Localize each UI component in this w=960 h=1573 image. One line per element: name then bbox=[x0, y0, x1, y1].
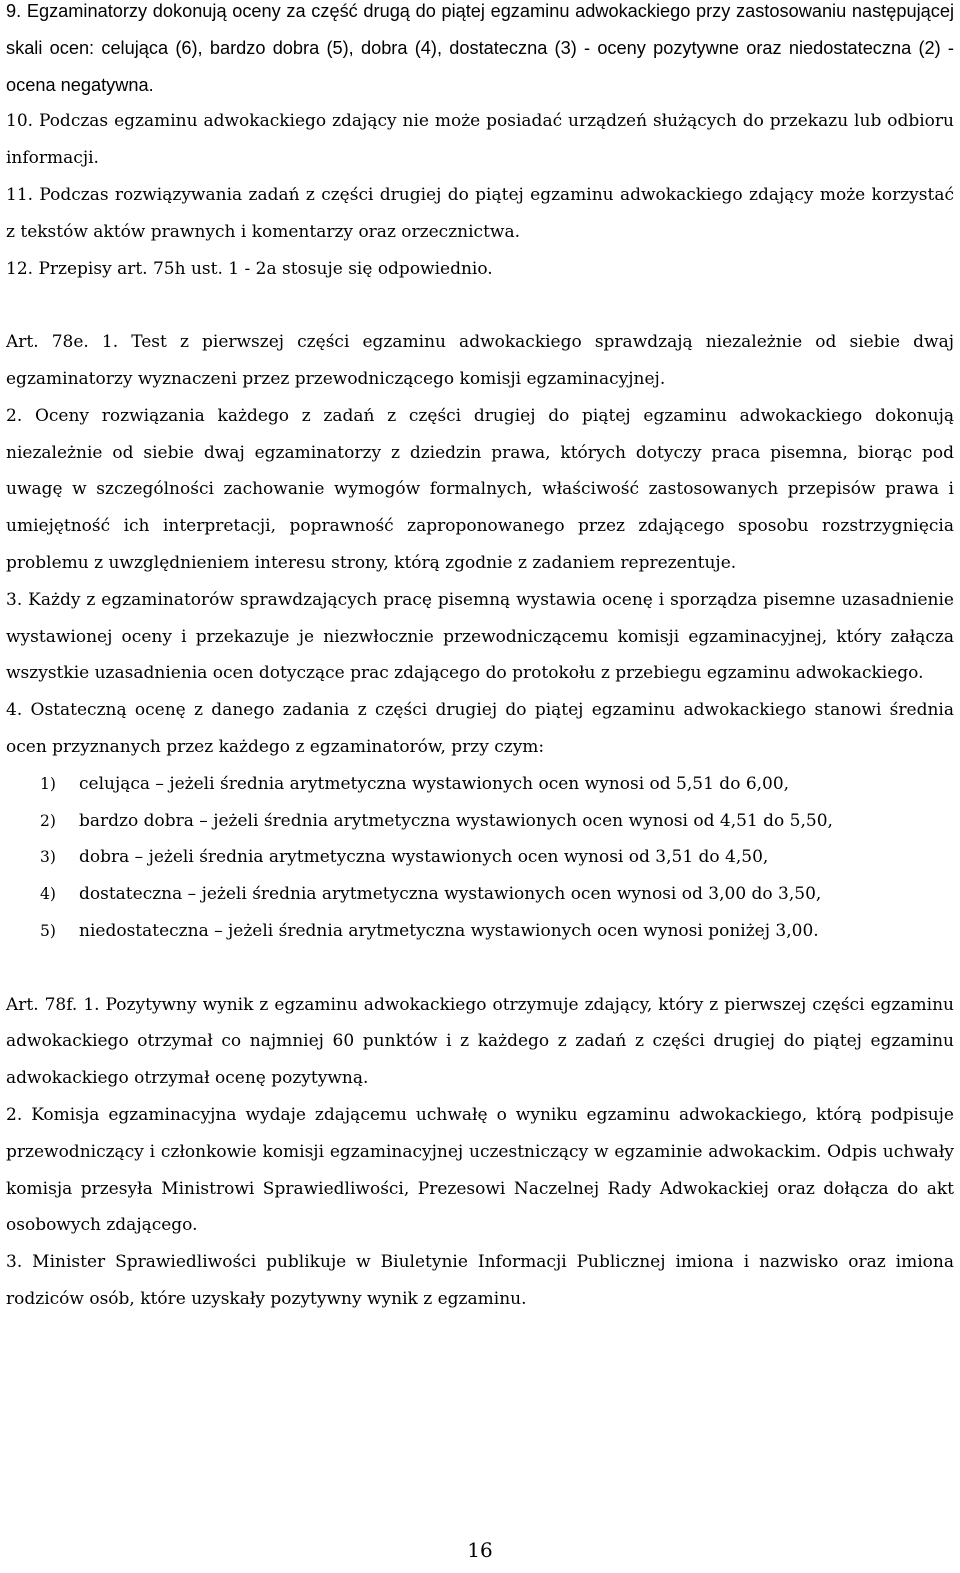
list-number: 5) bbox=[40, 921, 56, 940]
page-number: 16 bbox=[467, 1538, 493, 1562]
art-78e-paragraph-1: Art. 78e. 1. Test z pierwszej części egzaminu adwokackiego sprawdzają niezależnie od siebie dwaj egzaminatorzy wyznaczeni przez przewodniczącego komisji egzaminacyjnej. bbox=[6, 332, 954, 389]
list-number: 2) bbox=[40, 811, 56, 830]
paragraph-12: 12. Przepisy art. 75h ust. 1 - 2a stosuje się odpowiednio. bbox=[6, 258, 493, 279]
list-number: 4) bbox=[40, 885, 56, 904]
art-78e-paragraph-3: 3. Każdy z egzaminatorów sprawdzających pracę pisemną wystawia ocenę i sporządza pisemne uzasadnienie wystawionej oceny i przekazuje je niezwłocznie przewodniczącemu komisji egzaminacyjnej, który załącza wszystkie uzasadnienia ocen dotyczące prac zdającego do protokołu z przebiegu egzaminu adwokackiego. bbox=[6, 589, 954, 684]
paragraph-11: 11. Podczas rozwiązywania zadań z części drugiej do piątej egzaminu adwokackiego zdający może korzystać z tekstów aktów prawnych i komentarzy oraz orzecznictwa. bbox=[6, 184, 954, 242]
list-text: bardzo dobra – jeżeli średnia arytmetyczna wystawionych ocen wynosi od 4,51 do 5,50, bbox=[79, 810, 833, 831]
art-78e-paragraph-4: 4. Ostateczną ocenę z danego zadania z części drugiej do piątej egzaminu adwokackiego stanowi średnia ocen przyznanych przez każdego z egzaminatorów, przy czym: bbox=[6, 700, 954, 757]
art-78e-paragraph-2: 2. Oceny rozwiązania każdego z zadań z części drugiej do piątej egzaminu adwokackiego dokonują niezależnie od siebie dwaj egzaminatorzy z dziedzin prawa, których dotyczy praca pisemna, biorąc pod uwagę w szczególności zachowanie wymogów formalnych, właściwość zastosowanych przepisów prawa i umiejętność ich interpretacji, poprawność zaproponowanego przez zdającego sposobu rozstrzygnięcia problemu z uwzględnieniem interesu strony, którą zgodnie z zadaniem reprezentuje. bbox=[6, 405, 954, 573]
list-text: dobra – jeżeli średnia arytmetyczna wystawionych ocen wynosi od 3,51 do 4,50, bbox=[79, 847, 769, 868]
art-78f-paragraph-2: 2. Komisja egzaminacyjna wydaje zdającemu uchwałę o wyniku egzaminu adwokackiego, którą podpisuje przewodniczący i członkowie komisji egzaminacyjnej uczestniczący w egzaminie adwokackim. Odpis uchwały komisja przesyła Ministrowi Sprawiedliwości, Prezesowi Naczelnej Rady Adwokackiej oraz dołącza do akt osobowych zdającego. bbox=[6, 1104, 954, 1236]
grade-list-item bbox=[6, 839, 954, 876]
list-text: celująca – jeżeli średnia arytmetyczna wystawionych ocen wynosi od 5,51 do 6,00, bbox=[79, 773, 790, 794]
list-number: 3) bbox=[40, 848, 56, 867]
paragraph-9: 9. Egzaminatorzy dokonują oceny za część drugą do piątej egzaminu adwokackiego przy zastosowaniu następującej skali ocen: celująca (6), bardzo dobra (5), dobra (4), dostateczna (3) - oceny pozytywne oraz niedostateczna (2) - ocena negatywna. bbox=[6, 1, 954, 95]
list-text: dostateczna – jeżeli średnia arytmetyczna wystawionych ocen wynosi od 3,00 do 3,50, bbox=[79, 884, 822, 905]
list-number: 1) bbox=[40, 774, 56, 793]
document-page bbox=[6, 0, 954, 1318]
art-78f-paragraph-1: Art. 78f. 1. Pozytywny wynik z egzaminu adwokackiego otrzymuje zdający, który z pierwszej części egzaminu adwokackiego otrzymał co najmniej 60 punktów i z każdego z zadań z części drugiej do piątej egzaminu adwokackiego otrzymał ocenę pozytywną. bbox=[6, 994, 954, 1089]
grade-list-item bbox=[6, 766, 954, 803]
grade-list-item bbox=[6, 913, 954, 950]
paragraph-10: 10. Podczas egzaminu adwokackiego zdający nie może posiadać urządzeń służących do przekazu lub odbioru informacji. bbox=[6, 111, 954, 169]
art-78f-paragraph-3: 3. Minister Sprawiedliwości publikuje w Biuletynie Informacji Publicznej imiona i nazwisko oraz imiona rodziców osób, które uzyskały pozytywny wynik z egzaminu. bbox=[6, 1252, 954, 1309]
grade-list-item bbox=[6, 803, 954, 840]
list-text: niedostateczna – jeżeli średnia arytmetyczna wystawionych ocen wynosi poniżej 3,00. bbox=[79, 920, 819, 941]
grade-list-item bbox=[6, 876, 954, 913]
